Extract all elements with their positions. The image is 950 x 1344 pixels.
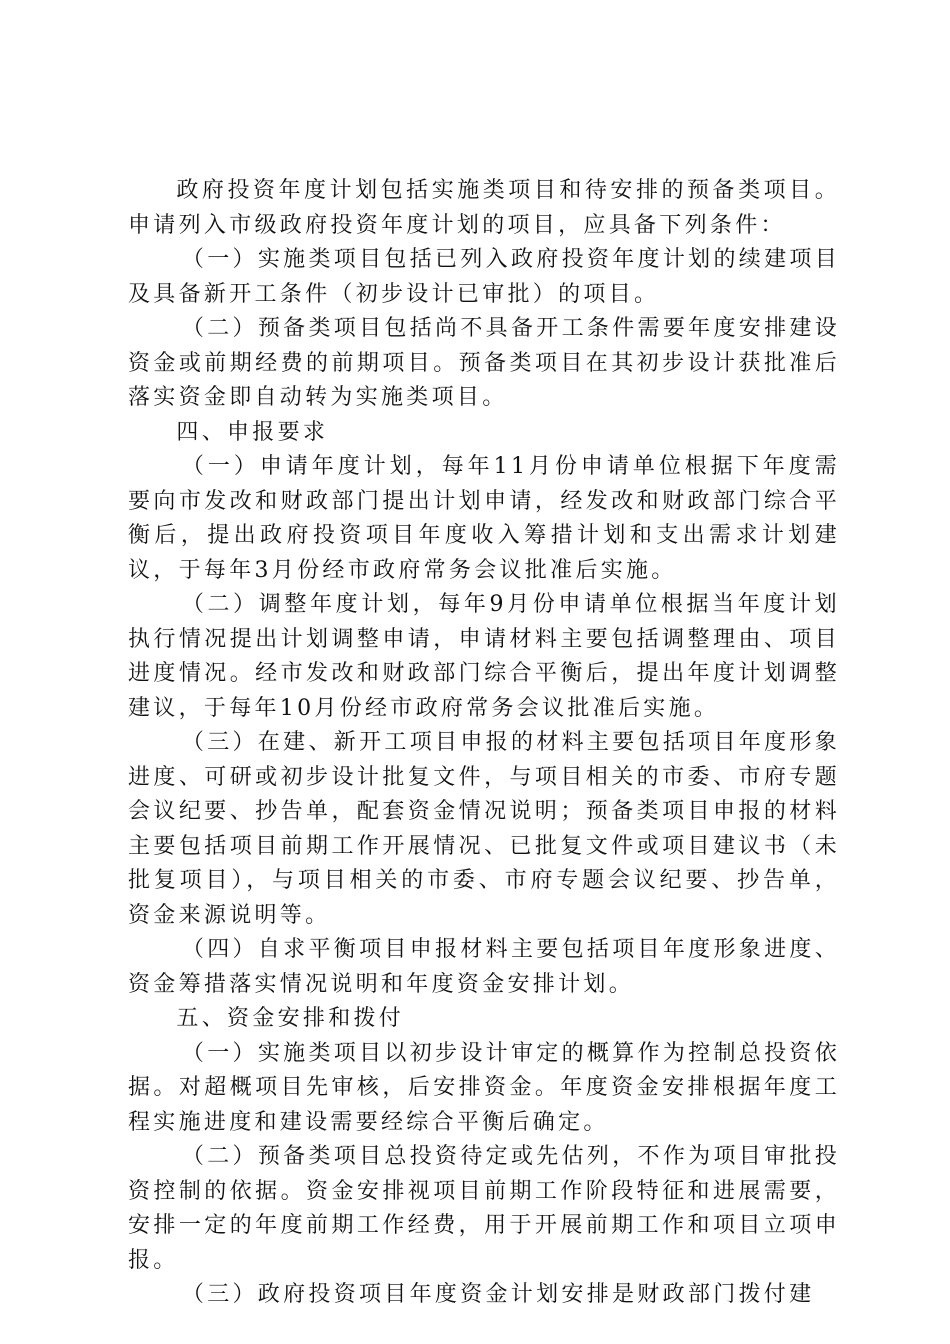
paragraph-funding-1: （一）实施类项目以初步设计审定的概算作为控制总投资依据。对超概项目先审核，后安排资金。年度资金安排根据年度工程实施进度和建设需要经综合平衡后确定。 <box>128 1040 840 1135</box>
paragraph-condition-1: （一）实施类项目包括已列入政府投资年度计划的续建项目及具备新开工条件（初步设计已审批）的项目。 <box>128 247 840 307</box>
paragraph-funding-3: （三）政府投资项目年度资金计划安排是财政部门拨付建 <box>181 1282 815 1307</box>
paragraph-requirement-1: （一）申请年度计划，每年11月份申请单位根据下年度需要向市发改和财政部门提出计划申请，经发改和财政部门综合平衡后，提出政府投资项目年度收入筹措计划和支出需求计划建议，于每年3月份经市政府常务会议批准后实施。 <box>128 454 840 583</box>
paragraph-condition-2: （二）预备类项目包括尚不具备开工条件需要年度安排建设资金或前期经费的前期项目。预备类项目在其初步设计获批准后落实资金即自动转为实施类项目。 <box>128 316 840 410</box>
paragraph-requirement-4: （四）自求平衡项目申报材料主要包括项目年度形象进度、资金筹措落实情况说明和年度资金安排计划。 <box>128 937 840 997</box>
section-heading-5: 五、资金安排和拨付 <box>176 1006 405 1031</box>
paragraph-funding-2: （二）预备类项目总投资待定或先估列，不作为项目审批投资控制的依据。资金安排视项目前期工作阶段特征和进展需要，安排一定的年度前期工作经费，用于开展前期工作和项目立项申报。 <box>128 1144 840 1273</box>
paragraph-intro: 政府投资年度计划包括实施类项目和待安排的预备类项目。申请列入市级政府投资年度计划的项目，应具备下列条件： <box>128 178 840 238</box>
paragraph-requirement-2: （二）调整年度计划，每年9月份申请单位根据当年度计划执行情况提出计划调整申请，申请材料主要包括调整理由、项目进度情况。经市发改和财政部门综合平衡后，提出年度计划调整建议，于每年10月份经市政府常务会议批准后实施。 <box>128 592 840 721</box>
document-body <box>128 174 840 1313</box>
paragraph-requirement-3: （三）在建、新开工项目申报的材料主要包括项目年度形象进度、可研或初步设计批复文件，与项目相关的市委、市府专题会议纪要、抄告单，配套资金情况说明；预备类项目申报的材料主要包括项目前期工作开展情况、已批复文件或项目建议书（未批复项目），与项目相关的市委、市府专题会议纪要、抄告单，资金来源说明等。 <box>128 730 840 928</box>
section-heading-4: 四、申报要求 <box>176 419 329 445</box>
